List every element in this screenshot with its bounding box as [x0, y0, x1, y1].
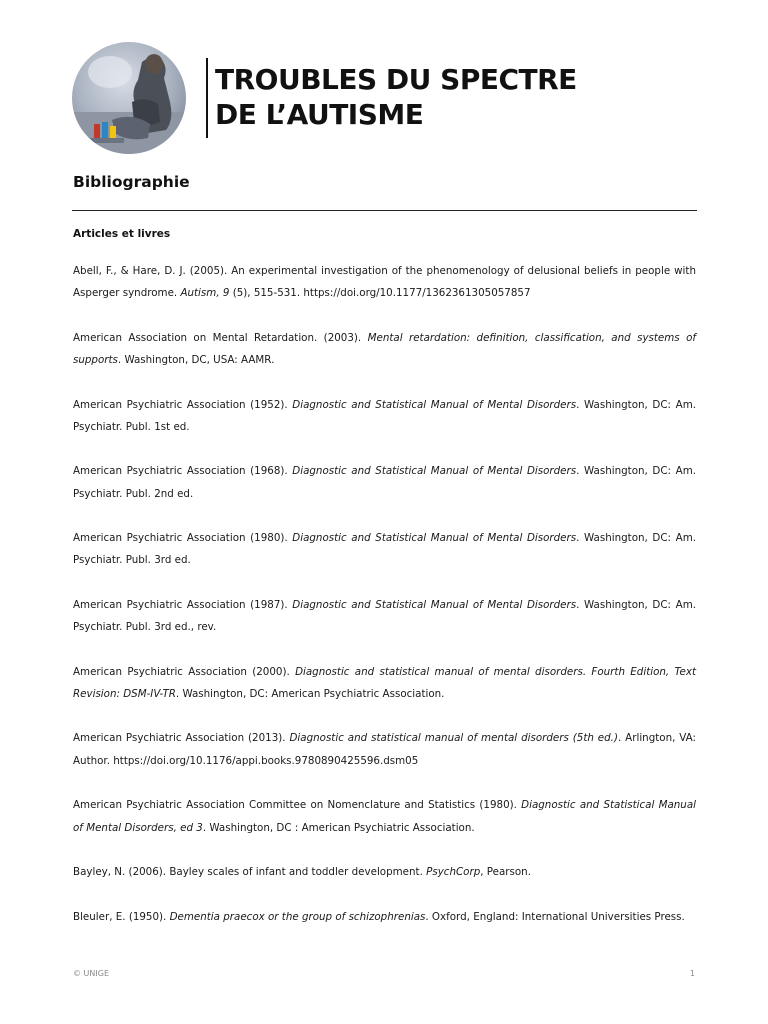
reference-title-italic: Diagnostic and Statistical Manual of Mental Disorders [292, 465, 577, 478]
reference-text: Bleuler, E. (1950). [73, 910, 170, 923]
reference-text: . Arlington, VA: Author. https://doi.org/10.1176/appi.books.9780890425596.dsm05 [73, 732, 697, 767]
reference-text: American Psychiatric Association Committee on Nomenclature and Statistics (1980). [73, 799, 522, 812]
reference-text: American Psychiatric Association (1968). [73, 465, 293, 478]
reference-title-italic: Diagnostic and Statistical Manual of Mental Disorders [292, 532, 577, 545]
reference-text: American Psychiatric Association (1952). [73, 398, 293, 411]
reference-text: American Psychiatric Association (1987). [73, 598, 293, 611]
reference-entry [73, 906, 696, 928]
reference-entry [73, 527, 696, 572]
reference-text: . Washington, DC: Am. Psychiatr. Publ. 2nd ed. [73, 465, 696, 500]
reference-text: American Association on Mental Retardation. (2003). [73, 331, 368, 344]
reference-text: Abell, F., & Hare, D. J. (2005). An experimental investigation of the phenomenology of delusional beliefs in people with Asperger syndrome. [73, 265, 696, 300]
reference-entry [73, 327, 696, 372]
reference-title-italic: PsychCorp [426, 866, 481, 879]
reference-entry [73, 727, 696, 772]
reference-text: Bayley, N. (2006). Bayley scales of infant and toddler development. [73, 866, 427, 879]
reference-entry [73, 260, 696, 305]
title-line-2: DE L’AUTISME [215, 98, 424, 131]
reference-title-italic: Dementia praecox or the group of schizophrenias [169, 910, 426, 923]
reference-title-italic: Autism, 9 [180, 287, 230, 300]
reference-title-italic: Diagnostic and Statistical Manual of Mental Disorders [292, 598, 577, 611]
reference-title-italic: Diagnostic and Statistical Manual of Mental Disorders [292, 398, 577, 411]
reference-text: . Washington, DC : American Psychiatric Association. [202, 821, 475, 834]
reference-entry [73, 794, 696, 839]
reference-entry [73, 861, 696, 883]
footer-page-number: 1 [689, 969, 695, 978]
reference-text: . Washington, DC, USA: AAMR. [117, 354, 275, 367]
reference-list [73, 260, 696, 950]
subsection-heading: Articles et livres [73, 228, 171, 240]
reference-entry [73, 594, 696, 639]
autism-photo-logo [72, 42, 186, 154]
reference-text: . Washington, DC: American Psychiatric Association. [175, 687, 445, 700]
footer-copyright: © UNIGE [73, 969, 109, 978]
section-heading: Bibliographie [73, 173, 190, 191]
reference-text: American Psychiatric Association (2000). [73, 665, 296, 678]
document-title [215, 62, 577, 132]
reference-text: . Oxford, England: International Universities Press. [425, 910, 685, 923]
reference-title-italic: Mental retardation: definition, classification, and systems of supports [73, 331, 696, 367]
title-line-1: TROUBLES DU SPECTRE [215, 63, 577, 96]
reference-text: . Washington, DC: Am. Psychiatr. Publ. 3rd ed., rev. [73, 598, 696, 634]
page-header [72, 42, 692, 156]
reference-text: (5), 515-531. https://doi.org/10.1177/1362361305057857 [229, 287, 531, 300]
reference-entry [73, 394, 696, 439]
section-divider [72, 210, 697, 211]
title-divider [206, 58, 208, 138]
reference-text: . Washington, DC: Am. Psychiatr. Publ. 3rd ed. [73, 532, 696, 567]
reference-title-italic: Diagnostic and Statistical Manual of Mental Disorders, ed 3 [73, 799, 696, 834]
reference-text: , Pearson. [480, 866, 531, 879]
reference-title-italic: Diagnostic and statistical manual of mental disorders. Fourth Edition, Text Revision: DSM-IV-TR [73, 665, 696, 700]
reference-text: American Psychiatric Association (1980). [73, 532, 293, 545]
reference-text: American Psychiatric Association (2013). [73, 732, 290, 745]
reference-title-italic: Diagnostic and statistical manual of mental disorders (5th ed.) [289, 732, 618, 745]
reference-text: . Washington, DC: Am. Psychiatr. Publ. 1st ed. [73, 398, 696, 433]
reference-entry [73, 661, 696, 706]
reference-entry [73, 460, 696, 505]
